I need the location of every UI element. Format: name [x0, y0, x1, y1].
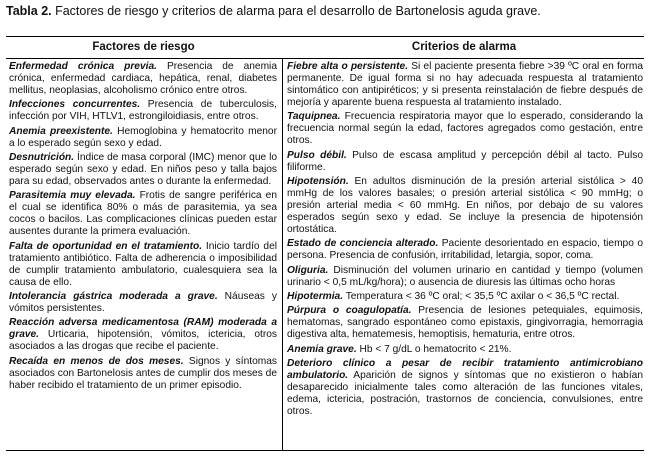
alarm-criterion-term: Estado de conciencia alterado.	[287, 238, 439, 250]
risk-factor-entry	[9, 99, 277, 123]
header-alarm-criteria: Criterios de alarma	[411, 41, 517, 53]
alarm-criterion-entry	[287, 111, 643, 147]
risk-factor-term: Parasitemia muy elevada.	[9, 190, 136, 202]
alarm-criterion-text: Pulso de escasa amplitud y percepción débil al tacto. Pulso filiforme.	[287, 149, 643, 173]
alarm-criterion-text: Paciente desorientado en espacio, tiempo o persona. Presencia de confusión, irritabilidad, letargia, sopor, coma.	[287, 238, 643, 262]
risk-factor-text: Hemoglobina y hematocrito menor a lo esperado según sexo y edad.	[9, 125, 277, 149]
alarm-criterion-entry	[287, 344, 643, 356]
risk-factor-entry	[9, 126, 277, 150]
risk-factor-text: Signos y síntomas asociados con Bartonelosis antes de cumplir dos meses de haber recibido el tratamiento de un primer episodio.	[9, 355, 277, 391]
alarm-criterion-text: Hb < 7 g/dL o hematocrito < 21%.	[356, 343, 512, 355]
risk-factor-term: Desnutrición.	[9, 151, 75, 163]
table-caption-text: Factores de riesgo y criterios de alarma para el desarrollo de Bartonelosis aguda grave.	[51, 4, 541, 18]
risk-factor-term: Falta de oportunidad en el tratamiento.	[9, 240, 203, 252]
risk-factor-text: Inicio tardío del tratamiento antibiótico. Falta de adherencia o imposibilidad de cumplir tratamiento ambulatorio, cualesquiera sea la causa de ello.	[9, 240, 278, 288]
risk-factors-column	[9, 61, 277, 394]
risk-factor-entry	[9, 291, 277, 315]
alarm-criterion-text: Temperatura < 36 ºC oral; < 35,5 ºC axilar o < 36,5 ºC rectal.	[343, 290, 620, 302]
alarm-criterion-text: Si el paciente presenta fiebre >39 ºC oral en forma permanente. De igual forma si no hay adecuada respuesta al tratamiento sintomático con antipiréticos; y si presenta reinstalación de fiebre después de mejoría y aparente buena respuesta al tratamiento instalado.	[287, 61, 644, 109]
alarm-criterion-term: Hipotensión.	[287, 175, 349, 187]
alarm-criterion-entry	[287, 176, 643, 236]
alarm-criterion-text: Disminución del volumen urinario en cantidad y tiempo (volumen urinario < 0,5 mL/kg/hora); o ausencia de diuresis las últimas ocho horas	[287, 264, 643, 288]
alarm-criterion-entry	[287, 291, 643, 303]
risk-factor-text: Urticaria, hipotensión, vómitos, ictericia, otros asociados a las drogas que recibe el paciente.	[9, 329, 277, 353]
risk-factor-entry	[9, 241, 277, 289]
alarm-criterion-term: Púrpura o coagulopatía.	[287, 305, 412, 317]
table-caption-label: Tabla 2.	[6, 4, 52, 18]
column-divider	[282, 58, 283, 450]
alarm-criterion-term: Deterioro clínico a pesar de recibir tratamiento antimicrobiano ambulatorio.	[287, 357, 643, 381]
alarm-criterion-term: Taquipnea.	[287, 111, 341, 123]
risk-factor-text: Presencia de anemia crónica, enfermedad cardiaca, hepática, renal, diabetes mellitus, neoplasias, alcoholismo crónico entre otros.	[9, 61, 277, 97]
risk-alarm-table	[6, 36, 644, 451]
alarm-criterion-entry	[287, 305, 643, 341]
alarm-criterion-term: Pulso débil.	[287, 149, 347, 161]
risk-factor-term: Anemia preexistente.	[9, 125, 113, 137]
alarm-criterion-entry	[287, 358, 643, 418]
alarm-criterion-term: Fiebre alta o persistente.	[287, 61, 409, 72]
alarm-criterion-entry	[287, 61, 643, 109]
alarm-criterion-text: Aparición de signos y síntomas que no existieron o habían desaparecido inicialmente tales como alteración de las funciones vitales, edema, ictericia, postración, trastornos de conciencia, convulsiones, entre otros.	[287, 369, 643, 417]
alarm-criterion-text: Presencia de lesiones petequiales, equimosis, hematomas, sangrado espontáneo como epistaxis, gingivorragia, hemorragia digestiva alta, hematemesis, hemoptisis, hematuria, entre otros.	[287, 305, 643, 341]
alarm-criterion-term: Anemia grave.	[287, 343, 357, 355]
table-caption	[6, 4, 646, 19]
risk-factor-entry	[9, 190, 277, 238]
header-risk-factors: Factores de riesgo	[92, 41, 195, 53]
risk-factor-text: Frotis de sangre periférica en el cual se identifica 80% o más de parasitemia, ya sea cocos o bacilos. Las complicaciones clínicas pueden estar ausentes durante la primera evaluación.	[9, 190, 277, 238]
risk-factor-term: Infecciones concurrentes.	[9, 99, 141, 111]
alarm-criterion-entry	[287, 265, 643, 289]
alarm-criteria-column	[287, 61, 643, 420]
risk-factor-text: Náuseas y vómitos persistentes.	[9, 290, 277, 315]
alarm-criterion-term: Oliguria.	[287, 264, 329, 276]
alarm-criterion-text: Frecuencia respiratoria mayor que lo esperado, considerando la frecuencia normal según la edad, factores agregados como gestación, entre otros.	[287, 111, 643, 147]
alarm-criterion-text: En adultos disminución de la presión arterial sistólica > 40 mmHg de los valores basales; o presión arterial sistólica < 90 mmHg; o presión arterial media < 60 mmHg. En niños, por debajo de su valores esperados según sexo y edad. Se incluye la presencia de hipotensión ortostática.	[287, 175, 643, 236]
alarm-criterion-entry	[287, 238, 643, 262]
risk-factor-term: Reacción adversa medicamentosa (RAM) moderada a grave.	[9, 317, 277, 341]
table-header-row	[6, 37, 644, 59]
risk-factor-text: Presencia de tuberculosis, infección por VIH, HTLV1, estrongiloidiasis, entre otros.	[9, 99, 277, 123]
risk-factor-entry	[9, 356, 277, 392]
alarm-criterion-entry	[287, 150, 643, 174]
risk-factor-term: Intolerancia gástrica moderada a grave.	[9, 290, 218, 302]
risk-factor-text: Índice de masa corporal (IMC) menor que lo esperado según sexo y edad. En niños peso y talla bajos para su edad, observados antes o durante la enfermedad.	[9, 151, 277, 187]
alarm-criterion-term: Hipotermia.	[287, 290, 344, 302]
risk-factor-entry	[9, 152, 277, 188]
risk-factor-entry	[9, 317, 277, 353]
risk-factor-entry	[9, 61, 277, 97]
risk-factor-term: Enfermedad crónica previa.	[9, 61, 157, 72]
risk-factor-term: Recaída en menos de dos meses.	[9, 355, 184, 367]
